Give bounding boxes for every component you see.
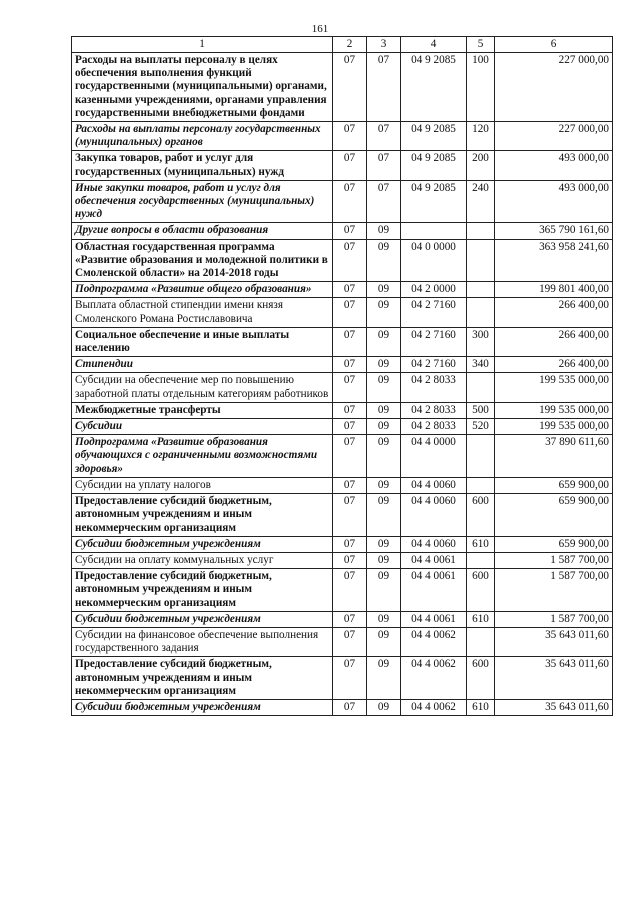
row-expense-type-cell: 600 xyxy=(467,657,495,700)
table-row xyxy=(72,53,613,122)
header-cell: 1 xyxy=(72,37,333,53)
row-amount-cell: 199 535 000,00 xyxy=(495,373,613,402)
row-amount-cell: 659 900,00 xyxy=(495,536,613,552)
table-row xyxy=(72,611,613,627)
row-expense-type-cell xyxy=(467,373,495,402)
row-amount-cell: 266 400,00 xyxy=(495,357,613,373)
row-target-article-cell: 04 0 0000 xyxy=(401,239,467,282)
row-target-article-cell: 04 4 0062 xyxy=(401,627,467,656)
row-subsection-cell: 09 xyxy=(367,223,401,239)
row-amount-cell: 363 958 241,60 xyxy=(495,239,613,282)
row-name-cell: Предоставление субсидий бюджетным, автономным учреждениям и иным некоммерческим организациям xyxy=(72,569,333,612)
row-subsection-cell: 09 xyxy=(367,327,401,356)
row-section-cell: 07 xyxy=(333,151,367,180)
table-row xyxy=(72,552,613,568)
row-amount-cell: 35 643 011,60 xyxy=(495,627,613,656)
row-subsection-cell: 09 xyxy=(367,536,401,552)
row-section-cell: 07 xyxy=(333,494,367,537)
row-subsection-cell: 07 xyxy=(367,122,401,151)
table-row xyxy=(72,180,613,223)
table-row xyxy=(72,298,613,327)
row-section-cell: 07 xyxy=(333,699,367,715)
row-amount-cell: 659 900,00 xyxy=(495,494,613,537)
row-amount-cell: 493 000,00 xyxy=(495,180,613,223)
row-name-cell: Субсидии на уплату налогов xyxy=(72,477,333,493)
table-row xyxy=(72,627,613,656)
row-target-article-cell xyxy=(401,223,467,239)
row-target-article-cell: 04 4 0060 xyxy=(401,536,467,552)
row-target-article-cell: 04 4 0060 xyxy=(401,477,467,493)
row-expense-type-cell: 610 xyxy=(467,536,495,552)
header-cell: 2 xyxy=(333,37,367,53)
row-name-cell: Расходы на выплаты персоналу государственных (муниципальных) органов xyxy=(72,122,333,151)
row-section-cell: 07 xyxy=(333,657,367,700)
row-amount-cell: 1 587 700,00 xyxy=(495,569,613,612)
row-subsection-cell: 09 xyxy=(367,477,401,493)
row-name-cell: Расходы на выплаты персоналу в целях обеспечения выполнения функций государственными (муниципальными) органами, казенными учреждениями, органами управления государственными внебюджетными фондами xyxy=(72,53,333,122)
row-section-cell: 07 xyxy=(333,239,367,282)
row-section-cell: 07 xyxy=(333,611,367,627)
row-section-cell: 07 xyxy=(333,419,367,435)
table-row xyxy=(72,536,613,552)
row-expense-type-cell: 120 xyxy=(467,122,495,151)
row-expense-type-cell: 520 xyxy=(467,419,495,435)
table-row xyxy=(72,122,613,151)
row-amount-cell: 35 643 011,60 xyxy=(495,657,613,700)
row-name-cell: Стипендии xyxy=(72,357,333,373)
row-name-cell: Подпрограмма «Развитие общего образования» xyxy=(72,282,333,298)
row-target-article-cell: 04 4 0060 xyxy=(401,494,467,537)
table-row xyxy=(72,477,613,493)
row-amount-cell: 37 890 611,60 xyxy=(495,435,613,478)
row-subsection-cell: 09 xyxy=(367,552,401,568)
row-name-cell: Другие вопросы в области образования xyxy=(72,223,333,239)
row-target-article-cell: 04 2 7160 xyxy=(401,357,467,373)
row-subsection-cell: 09 xyxy=(367,419,401,435)
row-name-cell: Субсидии на финансовое обеспечение выполнения государственного задания xyxy=(72,627,333,656)
row-expense-type-cell: 610 xyxy=(467,699,495,715)
row-name-cell: Подпрограмма «Развитие образования обучающихся с ограниченными возможностями здоровья» xyxy=(72,435,333,478)
row-name-cell: Выплата областной стипендии имени князя Смоленского Романа Ростиславовича xyxy=(72,298,333,327)
row-subsection-cell: 09 xyxy=(367,239,401,282)
row-section-cell: 07 xyxy=(333,180,367,223)
row-expense-type-cell xyxy=(467,239,495,282)
row-subsection-cell: 09 xyxy=(367,298,401,327)
row-amount-cell: 1 587 700,00 xyxy=(495,552,613,568)
row-expense-type-cell: 600 xyxy=(467,494,495,537)
row-name-cell: Субсидии бюджетным учреждениям xyxy=(72,611,333,627)
table-row xyxy=(72,569,613,612)
row-amount-cell: 227 000,00 xyxy=(495,53,613,122)
table-row xyxy=(72,699,613,715)
row-section-cell: 07 xyxy=(333,552,367,568)
row-target-article-cell: 04 2 7160 xyxy=(401,298,467,327)
row-amount-cell: 1 587 700,00 xyxy=(495,611,613,627)
header-cell: 6 xyxy=(495,37,613,53)
row-amount-cell: 493 000,00 xyxy=(495,151,613,180)
row-subsection-cell: 09 xyxy=(367,627,401,656)
row-amount-cell: 365 790 161,60 xyxy=(495,223,613,239)
row-subsection-cell: 07 xyxy=(367,53,401,122)
row-name-cell: Межбюджетные трансферты xyxy=(72,402,333,418)
table-row xyxy=(72,151,613,180)
row-section-cell: 07 xyxy=(333,373,367,402)
table-row xyxy=(72,419,613,435)
table-row xyxy=(72,357,613,373)
row-expense-type-cell: 200 xyxy=(467,151,495,180)
header-cell: 3 xyxy=(367,37,401,53)
table-row xyxy=(72,327,613,356)
row-section-cell: 07 xyxy=(333,569,367,612)
row-target-article-cell: 04 4 0000 xyxy=(401,435,467,478)
row-target-article-cell: 04 9 2085 xyxy=(401,122,467,151)
row-section-cell: 07 xyxy=(333,477,367,493)
row-expense-type-cell: 610 xyxy=(467,611,495,627)
row-section-cell: 07 xyxy=(333,357,367,373)
row-expense-type-cell: 340 xyxy=(467,357,495,373)
row-section-cell: 07 xyxy=(333,327,367,356)
row-subsection-cell: 07 xyxy=(367,180,401,223)
page-number: 161 xyxy=(311,23,329,35)
row-amount-cell: 266 400,00 xyxy=(495,298,613,327)
row-amount-cell: 35 643 011,60 xyxy=(495,699,613,715)
row-subsection-cell: 09 xyxy=(367,657,401,700)
header-cell: 5 xyxy=(467,37,495,53)
row-expense-type-cell xyxy=(467,477,495,493)
row-name-cell: Иные закупки товаров, работ и услуг для обеспечения государственных (муниципальных) нужд xyxy=(72,180,333,223)
row-section-cell: 07 xyxy=(333,435,367,478)
row-target-article-cell: 04 4 0061 xyxy=(401,611,467,627)
row-target-article-cell: 04 4 0061 xyxy=(401,569,467,612)
row-name-cell: Предоставление субсидий бюджетным, автономным учреждениям и иным некоммерческим организациям xyxy=(72,494,333,537)
row-subsection-cell: 09 xyxy=(367,373,401,402)
row-target-article-cell: 04 2 8033 xyxy=(401,419,467,435)
row-expense-type-cell: 240 xyxy=(467,180,495,223)
row-subsection-cell: 09 xyxy=(367,402,401,418)
row-target-article-cell: 04 9 2085 xyxy=(401,180,467,223)
row-name-cell: Социальное обеспечение и иные выплаты населению xyxy=(72,327,333,356)
row-subsection-cell: 09 xyxy=(367,357,401,373)
table-row xyxy=(72,657,613,700)
table-row xyxy=(72,223,613,239)
row-amount-cell: 199 535 000,00 xyxy=(495,402,613,418)
row-target-article-cell: 04 2 7160 xyxy=(401,327,467,356)
row-subsection-cell: 09 xyxy=(367,282,401,298)
row-expense-type-cell xyxy=(467,223,495,239)
row-subsection-cell: 09 xyxy=(367,435,401,478)
row-amount-cell: 199 535 000,00 xyxy=(495,419,613,435)
row-expense-type-cell xyxy=(467,552,495,568)
row-subsection-cell: 09 xyxy=(367,569,401,612)
row-expense-type-cell: 500 xyxy=(467,402,495,418)
row-amount-cell: 659 900,00 xyxy=(495,477,613,493)
row-name-cell: Предоставление субсидий бюджетным, автономным учреждениям и иным некоммерческим организациям xyxy=(72,657,333,700)
row-expense-type-cell: 100 xyxy=(467,53,495,122)
row-target-article-cell: 04 4 0062 xyxy=(401,699,467,715)
row-section-cell: 07 xyxy=(333,536,367,552)
header-row xyxy=(72,37,613,53)
row-target-article-cell: 04 2 8033 xyxy=(401,402,467,418)
row-name-cell: Субсидии на оплату коммунальных услуг xyxy=(72,552,333,568)
row-target-article-cell: 04 2 0000 xyxy=(401,282,467,298)
row-name-cell: Субсидии xyxy=(72,419,333,435)
row-name-cell: Областная государственная программа «Развитие образования и молодежной политики в Смоленской области» на 2014-2018 годы xyxy=(72,239,333,282)
budget-table xyxy=(71,36,613,716)
row-expense-type-cell: 600 xyxy=(467,569,495,612)
row-expense-type-cell: 300 xyxy=(467,327,495,356)
row-subsection-cell: 09 xyxy=(367,699,401,715)
table-row xyxy=(72,239,613,282)
table-row xyxy=(72,435,613,478)
row-amount-cell: 199 801 400,00 xyxy=(495,282,613,298)
row-target-article-cell: 04 4 0061 xyxy=(401,552,467,568)
row-section-cell: 07 xyxy=(333,223,367,239)
row-expense-type-cell xyxy=(467,298,495,327)
table-row xyxy=(72,282,613,298)
row-target-article-cell: 04 9 2085 xyxy=(401,53,467,122)
row-section-cell: 07 xyxy=(333,282,367,298)
row-expense-type-cell xyxy=(467,435,495,478)
row-target-article-cell: 04 9 2085 xyxy=(401,151,467,180)
table-row xyxy=(72,494,613,537)
row-section-cell: 07 xyxy=(333,298,367,327)
row-name-cell: Субсидии на обеспечение мер по повышению заработной платы отдельным категориям работников xyxy=(72,373,333,402)
row-name-cell: Закупка товаров, работ и услуг для государственных (муниципальных) нужд xyxy=(72,151,333,180)
row-expense-type-cell xyxy=(467,282,495,298)
row-section-cell: 07 xyxy=(333,627,367,656)
row-subsection-cell: 09 xyxy=(367,611,401,627)
row-subsection-cell: 09 xyxy=(367,494,401,537)
row-amount-cell: 227 000,00 xyxy=(495,122,613,151)
row-expense-type-cell xyxy=(467,627,495,656)
row-target-article-cell: 04 4 0062 xyxy=(401,657,467,700)
row-section-cell: 07 xyxy=(333,122,367,151)
row-target-article-cell: 04 2 8033 xyxy=(401,373,467,402)
table-row xyxy=(72,402,613,418)
table-row xyxy=(72,373,613,402)
row-section-cell: 07 xyxy=(333,53,367,122)
row-name-cell: Субсидии бюджетным учреждениям xyxy=(72,536,333,552)
row-section-cell: 07 xyxy=(333,402,367,418)
row-amount-cell: 266 400,00 xyxy=(495,327,613,356)
row-subsection-cell: 07 xyxy=(367,151,401,180)
row-name-cell: Субсидии бюджетным учреждениям xyxy=(72,699,333,715)
header-cell: 4 xyxy=(401,37,467,53)
